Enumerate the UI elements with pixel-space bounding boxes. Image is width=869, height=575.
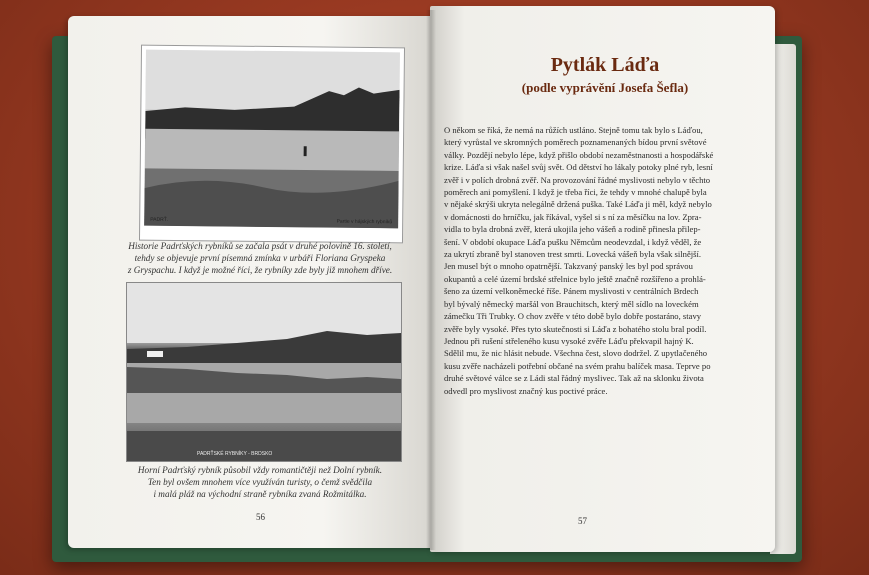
photo-caption-right: Partie v hájských rybníků	[336, 218, 393, 226]
body-line: v domácnosti do hrníčku, jak říkával, vyšel si s ní za měsíčku na lov. Zpra-	[444, 211, 702, 222]
body-line: kusu zvěře nacházeli potřební občané na svém prahu balíček masa. Teprve po	[444, 360, 711, 371]
body-line: vidla to byla drobná zvěř, která ukojila jeho vášeň a rodině přinesla přilep-	[444, 224, 701, 235]
body-line: za ukrytí zbraně byl stanoven trest smrti. Lovecká vášeň byla však silnější.	[444, 249, 702, 260]
body-line: poměrech ani pomyšlení. I když je třeba říci, že tehdy v mnohé chalupě byla	[444, 187, 707, 198]
photo-caption-upper-pond	[110, 464, 410, 501]
body-line: šení. V období okupace Láďa pušku Němcům neodevzdal, i když věděl, že	[444, 236, 702, 247]
photo-pond-padrt-image	[144, 50, 400, 229]
body-line: krize. Láďa si však našel svůj svět. Od dětství ho lákaly potoky plné ryb, lesní	[444, 162, 713, 173]
photo-caption-bottom: PADRŤSKÉ RYBNÍKY - BRDSKO	[197, 451, 273, 457]
body-line: odvedl pro myslivost značný kus poctivé práce.	[444, 385, 608, 396]
page-number-right: 57	[578, 516, 587, 526]
caption-line: Historie Padrťských rybníků se začala psát v druhé polovině 16. století,	[128, 241, 392, 251]
body-line: Jen musel být o mnoho opatrnější. Takzvaný panský les byl pod správou	[444, 261, 693, 272]
caption-line: Ten byl ovšem mnohem více využíván turisty, o čemž svědčila	[147, 477, 373, 488]
photo-caption-left: PADRŤ.	[150, 216, 169, 223]
photo-pond-padrt	[139, 45, 405, 244]
chapter-subtitle: (podle vyprávění Josefa Šefla)	[521, 80, 689, 95]
caption-line: i malá pláž na východní straně rybníka zvaná Rožmitálka.	[153, 489, 367, 500]
body-line: okupantů a celé území brdské střelnice bylo ještě značně rozšířeno a prohlá-	[444, 273, 706, 284]
body-line: který vyrůstal ve skromných poměrech poznamenaných bídou první světové	[444, 137, 707, 148]
lake-reflection-illustration	[127, 283, 401, 461]
photo-upper-pond-image	[126, 282, 402, 462]
chapter-body	[444, 124, 766, 397]
body-line: zvěř i v polích drobná zvěř. Na provozování řádné myslivosti nebylo v těchto	[444, 174, 711, 185]
body-line: byl bývalý německý maršál von Brauchitsch, který měl sídlo na loveckém	[444, 298, 699, 309]
page-number-left: 56	[256, 512, 265, 522]
body-line: v nějaké skrýši ukryta nelegálně držená puška. Také Láďa ji měl, když nebylo	[444, 199, 712, 210]
body-line: Jednou při rušení střeleného kusu vysoké zvěře Láďu překvapil hajný K.	[444, 335, 694, 346]
body-line: O někom se říká, že nemá na růžích ustláno. Stejně tomu tak bylo s Láďou,	[444, 125, 703, 135]
caption-line: Horní Padrťský rybník působil vždy romantičtěji než Dolní rybník.	[137, 465, 383, 475]
caption-line: tehdy se objevuje první písemná zmínka v urbáři Floriana Gryspeka	[134, 253, 386, 264]
photo-caption-history	[110, 240, 410, 277]
chapter-title: Pytlák Láďa	[550, 54, 660, 76]
body-line: šeno za území velkoněmecké říše. Pánem myslivosti v centrálních Brdech	[444, 286, 699, 297]
body-line: války. Pozdějí nebylo lépe, když přišlo období nezaměstnanosti a hospodářské	[444, 149, 714, 160]
photo-upper-pond	[126, 282, 400, 460]
pond-landscape-illustration	[144, 50, 400, 229]
body-line: druhé světové válce se z Ládi stal řádný myslivec. Tak až na sklonku života	[444, 373, 704, 384]
book-gutter	[426, 10, 436, 550]
body-line: zámečku Tři Trubky. O chov zvěře v této době bylo dobře postaráno, stavy	[444, 311, 702, 322]
body-line: Sdělil mu, že nic hlásit nebude. Všechna čest, slovo dodržel. Z upytlačeného	[444, 348, 708, 359]
body-line: zvěře byly vysoké. Přes tyto skutečnosti si Láďa z bohatého stolu bral podíl.	[444, 323, 707, 334]
caption-line: z Gryspachu. I když je možné říci, že rybníky zde byly již mnohem dříve.	[127, 265, 393, 276]
